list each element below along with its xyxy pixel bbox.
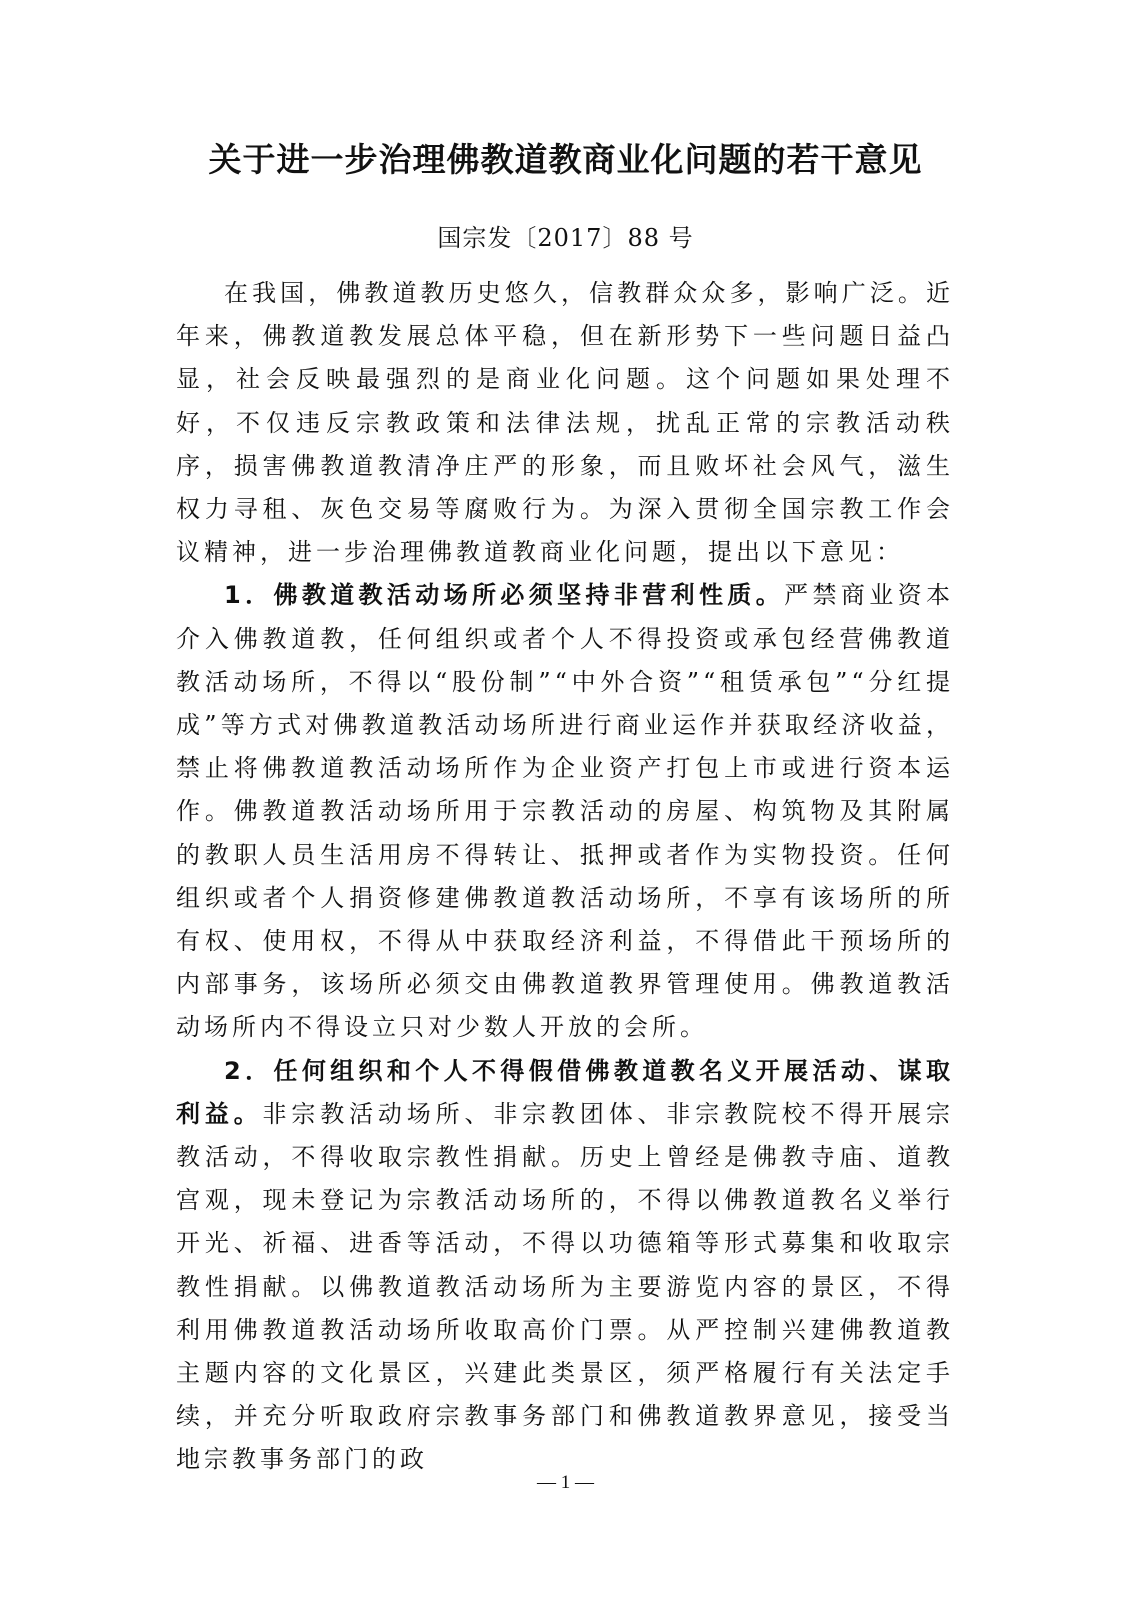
section-paragraph-2 xyxy=(176,1050,954,1482)
page-number: — 1 — xyxy=(537,1472,594,1493)
section-text-1: 严禁商业资本介入佛教道教，任何组织或者个人不得投资或承包经营佛教道教活动场所，不得以“股份制”“中外合资”“租赁承包”“分红提成”等方式对佛教道教活动场所进行商业运作并获取经济收益，禁止将佛教道教活动场所作为企业资产打包上市或进行资本运作。佛教道教活动场所用于宗教活动的房屋、构筑物及其附属的教职人员生活用房不得转让、抵押或者作为实物投资。任何组织或者个人捐资修建佛教道教活动场所，不享有该场所的所有权、使用权，不得从中获取经济利益，不得借此干预场所的内部事务，该场所必须交由佛教道教界管理使用。佛教道教活动场所内不得设立只对少数人开放的会所。 xyxy=(176,581,954,1042)
document-title: 关于进一步治理佛教道教商业化问题的若干意见 xyxy=(208,140,923,179)
intro-paragraph: 在我国，佛教道教历史悠久，信教群众众多，影响广泛。近年来，佛教道教发展总体平稳，但在新形势下一些问题日益凸显，社会反映最强烈的是商业化问题。这个问题如果处理不好，不仅违反宗教政策和法律法规，扰乱正常的宗教活动秩序，损害佛教道教清净庄严的形象，而且败坏社会风气，滋生权力寻租、灰色交易等腐败行为。为深入贯彻全国宗教工作会议精神，进一步治理佛教道教商业化问题，提出以下意见： xyxy=(176,279,954,567)
section-heading-1: 1．佛教道教活动场所必须坚持非营利性质。 xyxy=(224,581,785,610)
document-number: 国宗发〔2017〕88 号 xyxy=(437,224,694,252)
section-text-2: 非宗教活动场所、非宗教团体、非宗教院校不得开展宗教活动，不得收取宗教性捐献。历史上曾经是佛教寺庙、道教宫观，现未登记为宗教活动场所的，不得以佛教道教名义举行开光、祈福、进香等活动，不得以功德箱等形式募集和收取宗教性捐献。以佛教道教活动场所为主要游览内容的景区，不得利用佛教道教活动场所收取高价门票。从严控制兴建佛教道教主题内容的文化景区，兴建此类景区，须严格履行有关法定手续，并充分听取政府宗教事务部门和佛教道教界意见，接受当地宗教事务部门的政 xyxy=(176,1099,955,1474)
document-body xyxy=(176,272,954,1482)
section-heading-2: 2．任何组织和个人不得假借佛教道教名义开展活动、谋取利益。 xyxy=(176,1056,954,1128)
section-paragraph-1 xyxy=(176,574,954,1049)
